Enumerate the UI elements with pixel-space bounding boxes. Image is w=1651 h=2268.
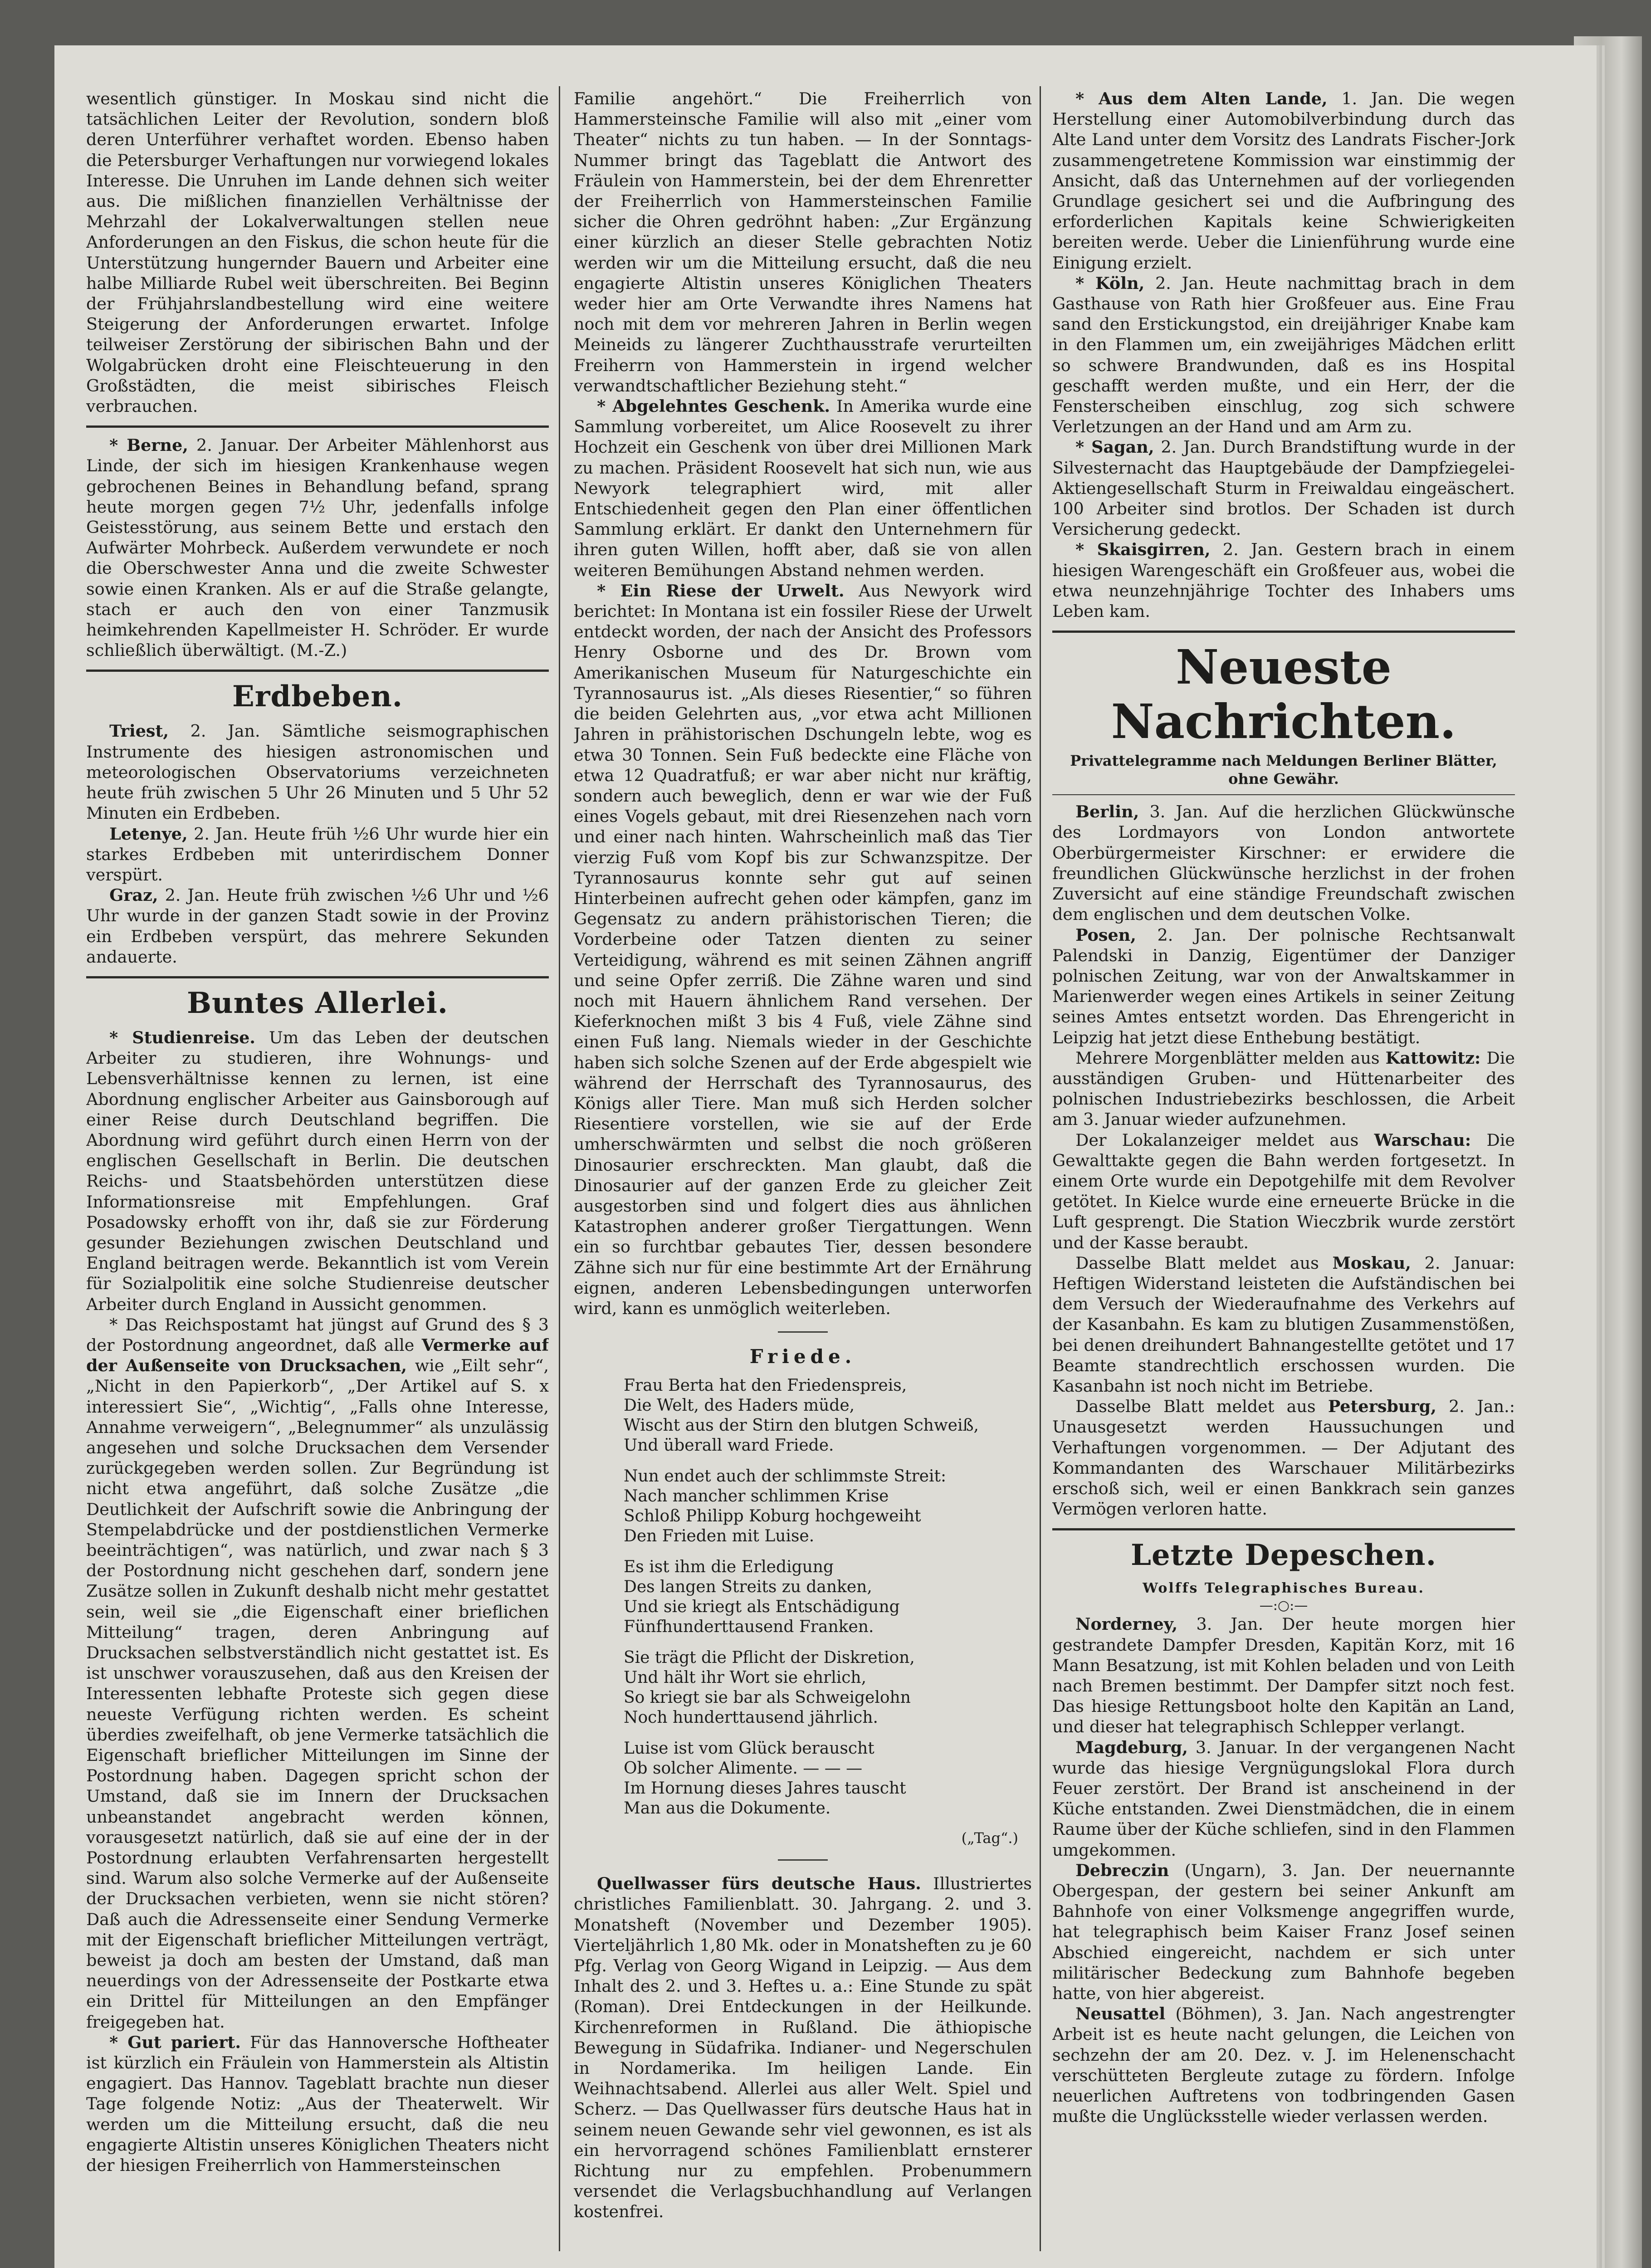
short-divider [778,1859,828,1861]
section-title-buntes-allerlei: Buntes Allerlei. [186,986,449,1020]
article-sagan: * Sagan, 2. Jan. Durch Brandstiftung wurde in der Silvesternacht das Hauptgebäude der Dampfziegelei-Aktiengesellschaft Sturm in Freiwaldau eingeäschert. 100 Arbeiter sind brotlos. Der Schaden ist durch Versicherung gedeckt. [1052,437,1515,539]
article-gut-pariert-continuation: Familie angehört.“ Die Freiherrlich von Hammersteinsche Familie will also mit „einer vom Theater“ nichts zu tun haben. — In der Sonntags-Nummer bringt das Tageblatt die Antwort des Fräulein von Hammerstein, bei der dem Ehrenretter der Freiherrlich von Hammersteinschen Familie sicher die Ohren gedröhnt haben: „Zur Ergänzung einer kürzlich an dieser Stelle gebrachten Notiz werden wir um die Mitteilung ersucht, daß die neu engagierte Altistin unseres Königlichen Theaters weder hier am Orte Verwandte ihres Namens hat noch mit dem vor mehreren Jahren in Berlin wegen Meineids zu längerer Zuchthausstrafe verurteilten Freiherrn von Hammerstein in irgend welcher verwandtschaftlicher Beziehung steht.“ [574,89,1032,396]
section-divider [86,425,549,428]
article-letenye: Letenye, 2. Jan. Heute früh ½6 Uhr wurde hier ein starkes Erdbeben mit unterirdischem Donner verspürt. [86,824,549,885]
poem-line: So kriegt sie bar als Schweigelohn [624,1688,911,1707]
column-2 [574,88,1032,2251]
article-drucksachen: * Das Reichspostamt hat jüngst auf Grund des § 3 der Postordnung angeordnet, daß alle Vermerke auf der Außenseite von Drucksachen, wie „Eilt sehr“, „Nicht in den Papierkorb“, „Der Artikel auf S. x interessiert Sie“, „Wichtig“, „Falls ohne Interesse, Annahme verweigern“, „Belegnummer“ als unzulässig angesehen und solche Drucksachen dem Versender zurückgegeben werden sollen. Zur Begründung ist nicht etwa angeführt, daß solche Zusätze „die Deutlichkeit der Aufschrift sowie die Anbringung der Stempelabdrücke und der postdienstlichen Vermerke beeinträchtigen“, was natürlich, und zwar nach § 3 der Postordnung nicht geschehen darf, sondern jene Zusätze sollen in Zukunft deshalb nicht mehr gestattet sein, weil sie „die Eigenschaft einer brieflichen Mitteilung“ tragen, deren Anbringung auf Drucksachen selbstverständlich nicht gestattet ist. Es ist unschwer vorauszusehen, daß aus den Kreisen der Interessenten lebhafte Proteste sich gegen diese neueste Verfügung richten werden. Es scheint überdies zweifelhaft, ob jene Vermerke tatsächlich die Eigenschaft brieflicher Mitteilungen im Sinne der Postordnung haben. Dagegen spricht schon der Umstand, daß sie im Innern der Drucksachen unbeanstandet angebracht werden können, vorausgesetzt natürlich, daß sie auf eine der in der Postordnung erlaubten Verfahrensarten hergestellt sind. Warum also solche Vermerke auf der Außenseite der Drucksachen verbieten, wenn sie nicht stören? Daß auch die Adressenseite einer Sendung Vermerke mit der Eigenschaft brieflicher Mitteilungen verträgt, beweist ja doch am besten der Umstand, daß man neuerdings von der Adressenseite der Postkarte etwa ein Drittel für Mitteilungen an den Empfänger freigegeben hat. [86,1315,549,2032]
poem-stanza [624,1376,1032,1456]
article-neusattel: Neusattel (Böhmen), 3. Jan. Nach angestrengter Arbeit ist es heute nacht gelungen, die Leichen von sechzehn der am 20. Dez. v. J. im Helenenschacht verschütteten Bergleute zutage zu fördern. Infolge neuerlichen Auftretens von todbringenden Gasen mußte die Unglücksstelle wieder verlassen werden. [1052,2004,1515,2126]
article-alten-lande: * Aus dem Alten Lande, 1. Jan. Die wegen Herstellung einer Automobilverbindung durch das Alte Land unter dem Vorsitz des Landrats Fischer-Jork zusammengetretene Kommission war einstimmig der Ansicht, daß das Unternehmen auf der vorliegenden Grundlage gesichert sei und die Aufbringung des erforderlichen Kapitals keine Schwierigkeiten bereiten werde. Ueber die Linienführung wurde eine Einigung erzielt. [1052,89,1515,273]
poem-line: Es ist ihm die Erledigung [624,1558,834,1577]
article-graz: Graz, 2. Jan. Heute früh zwischen ½6 Uhr und ½6 Uhr wurde in der ganzen Stadt sowie in der Provinz ein Erdbeben verspürt, das mehrere Sekunden andauerte. [86,885,549,967]
article-norderney: Norderney, 3. Jan. Der heute morgen hier gestrandete Dampfer Dresden, Kapitän Korz, mit 16 Mann Besatzung, ist mit Kohlen beladen und von Leith nach Bremen bestimmt. Der Dampfer sitzt noch fest. Das hiesige Rettungsboot holte den Kapitän an Land, und dieser hat telegraphisch Schlepper verlangt. [1052,1614,1515,1737]
poem-friede [624,1376,1032,1818]
poem-line: Frau Berta hat den Friedenspreis, [624,1376,907,1395]
section-divider [1052,631,1515,633]
poem-line: Nach mancher schlimmen Krise [624,1487,889,1506]
column-1 [86,88,549,2251]
poem-line: Die Welt, des Haders müde, [624,1396,855,1415]
poem-title: Friede. [749,1345,856,1368]
poem-line: Des langen Streits zu danken, [624,1578,872,1597]
section-title-neueste-nachrichten: Neueste Nachrichten. [1111,639,1456,750]
russia-article-continuation: wesentlich günstiger. In Moskau sind nicht die tatsächlichen Leiter der Revolution, sondern bloß deren Unterführer verhaftet worden. Ebenso haben die Petersburger Verhaftungen nur vorwiegend lokales Interesse. Die Unruhen im Lande dehnen sich weiter aus. Die mißlichen finanziellen Verhältnisse der Mehrzahl der Lokalverwaltungen stellen neue Anforderungen an den Fiskus, die schon heute für die Unterstützung hungernder Bauern und Arbeiter eine halbe Milliarde Rubel weit überschreiten. Bei Beginn der Frühjahrslandbestellung wird eine weitere Steigerung der Anforderungen erwartet. Infolge teilweiser Zerstörung der sibirischen Bahn und der Wolgabrücken droht eine Fleischteuerung in den Großstädten, die meist sibirisches Fleisch verbrauchen. [86,89,549,416]
section-divider [86,976,549,978]
poem-line: Noch hunderttausend jährlich. [624,1708,878,1727]
article-abgelehntes-geschenk: * Abgelehntes Geschenk. In Amerika wurde eine Sammlung vorbereitet, um Alice Roosevelt zu ihrer Hochzeit ein Geschenk von über drei Millionen Mark zu machen. Präsident Roosevelt hat sich nun, wie aus Newyork telegraphiert wird, mit aller Entschiedenheit gegen den Plan einer öffentlichen Sammlung erklärt. Er dankt den Unternehmern für ihren guten Willen, hofft aber, daß sie von allen weiteren Bemühungen Abstand nehmen werden. [574,396,1032,580]
poem-line: Luise ist vom Glück berauscht [624,1739,874,1758]
poem-line: Und hält ihr Wort sie ehrlich, [624,1668,867,1687]
article-posen: Posen, 2. Jan. Der polnische Rechtsanwalt Palendski in Danzig, Eigentümer der Danziger polnischen Zeitung, war von der Anwaltskammer in Marienwerder wegen eines Artikels in seiner Zeitung seines Amtes entsetzt worden. Das Ehrengericht in Leipzig hat jetzt diese Enthebung bestätigt. [1052,925,1515,1047]
article-studienreise: * Studienreise. Um das Leben der deutschen Arbeiter zu studieren, ihre Wohnungs- und Lebensverhältnisse kennen zu lernen, ist eine Abordnung englischer Arbeiter aus Gainsborough auf einer Reise durch Deutschland begriffen. Die Abordnung wird geführt durch einen Herrn von der englischen Gesellschaft in Berlin. Die deutschen Reichs- und Staatsbehörden unterstützen diese Informationsreise mit Empfehlungen. Graf Posadowsky erhofft von ihr, daß sie zur Förderung gesunder Beziehungen zwischen Deutschland und England beitragen werde. Bekanntlich ist vom Verein für Sozialpolitik eine solche Studienreise deutscher Arbeiter durch England in Aussicht genommen. [86,1027,549,1314]
article-berne-head: * Berne, [109,435,189,455]
section-divider [1052,1528,1515,1530]
review-quellwasser: Quellwasser fürs deutsche Haus. Illustriertes christliches Familienblatt. 30. Jahrgang. 2. und 3. Monatsheft (November und Dezember 1905). Vierteljährlich 1,80 Mk. oder in Monatsheften zu je 60 Pfg. Verlag von Georg Wigand in Leipzig. — Aus dem Inhalt des 2. und 3. Heftes u. a.: Eine Stunde zu spät (Roman). Drei Entdeckungen in der Heilkunde. Kirchenreformen in Rußland. Die äthiopische Bewegung in Südafrika. Indianer- und Negerschulen in Nordamerika. Im heiligen Lande. Ein Weihnachtsabend. Allerlei aus aller Welt. Spiel und Scherz. — Das Quellwasser fürs deutsche Haus hat in seinem neuen Gewande sehr viel gewonnen, es ist als ein hervorragend schönes Familienblatt ernsterer Richtung nur zu empfehlen. Probenummern versendet die Verlagsbuchhandlung auf Verlangen kostenfrei. [574,1874,1032,2222]
article-triest: Triest, 2. Jan. Sämtliche seismographischen Instrumente des hiesigen astronomischen und meteorologischen Observatoriums verzeichneten heute früh zwischen 5 Uhr 26 Minuten und 5 Uhr 52 Minuten ein Erdbeben. [86,721,549,823]
poem-stanza [624,1466,1032,1546]
poem-stanza [624,1557,1032,1637]
section-title-erdbeben: Erdbeben. [232,679,403,714]
poem-line: Und überall ward Friede. [624,1436,834,1455]
article-petersburg: Dasselbe Blatt meldet aus Petersburg, 2. Jan.: Unausgesetzt werden Haussuchungen und Verhaftungen vorgenommen. — Der Adjutant des Kommandanten des Warschauer Militärbezirks erschoß sich, weil er einen Bankkrach sein ganzes Vermögen verloren hatte. [1052,1397,1515,1519]
article-debreczin: Debreczin (Ungarn), 3. Jan. Der neuernannte Obergespan, der gestern bei seiner Ankunft am Bahnhofe von einer Volksmenge angegriffen wurde, hat telegraphisch beim Kaiser Franz Josef seinen Abschied eingereicht, nachdem er sich unter militärischer Bedeckung zum Bahnhofe begeben hatte, von hier abgereist. [1052,1860,1515,2004]
poem-line: Man aus die Dokumente. [624,1799,831,1818]
article-berne: * Berne, 2. Januar. Der Arbeiter Mählenhorst aus Linde, der sich im hiesigen Krankenhause wegen gebrochenen Beines in Behandlung befand, sprang heute morgen gegen 7½ Uhr, jedenfalls infolge Geistesstörung, aus seinem Bette und erstach den Aufwärter Mohrbeck. Außerdem verwundete er noch die Oberschwester Anna und die zweite Schwester sowie einen Kranken. Als er auf die Straße gelangte, stach er auch den von einer Tanzmusik heimkehrenden Kapellmeister H. Schröder. Er wurde schließlich überwältigt. (M.-Z.) [86,435,549,660]
column-3 [1052,88,1515,2251]
poem-stanza [624,1739,1032,1818]
poem-line: Nun endet auch der schlimmste Streit: [624,1467,947,1486]
article-magdeburg: Magdeburg, 3. Januar. In der vergangenen Nacht wurde das hiesige Vergnügungslokal Flora durch Feuer zerstört. Der Brand ist anscheinend in der Küche entstanden. Zwei Dienstmädchen, die in einem Raume über der Küche schliefen, sind in den Flammen umgekommen. [1052,1737,1515,1860]
poem-source: („Tag“.) [961,1829,1018,1847]
article-kattowitz: Mehrere Morgenblätter melden aus Kattowitz: Die ausständigen Gruben- und Hüttenarbeiter des polnischen Industriebezirks beschlossen, die Arbeit am 3. Januar wieder aufzunehmen. [1052,1048,1515,1129]
column-rule-1 [559,86,560,2251]
poem-stanza [624,1648,1032,1728]
poem-line: Wischt aus der Stirn den blutgen Schweiß, [624,1416,979,1435]
column-rule-2 [1040,86,1041,2251]
article-skaisgirren: * Skaisgirren, 2. Jan. Gestern brach in einem hiesigen Warengeschäft ein Großfeuer aus, wobei die etwa neunzehnjährige Tochter des Inhabers ums Leben kam. [1052,540,1515,621]
poem-line: Fünfhunderttausend Franken. [624,1618,874,1637]
poem-line: Im Hornung dieses Jahres tauscht [624,1779,906,1798]
section-title-letzte-depeschen: Letzte Depeschen. [1131,1538,1436,1573]
poem-line: Sie trägt die Pflicht der Diskretion, [624,1648,915,1667]
poem-line: Den Frieden mit Luise. [624,1527,815,1546]
article-gut-pariert: * Gut pariert. Für das Hannoversche Hoftheater ist kürzlich ein Fräulein von Hammerstein als Altistin engagiert. Das Hannov. Tageblatt brachte nun dieser Tage folgende Notiz: „Aus der Theaterwelt. Wir werden um die Mitteilung ersucht, daß die neu engagierte Altistin unseres Königlichen Theaters nicht der hiesigen Freiherrlich von Hammersteinschen [86,2032,549,2175]
article-koeln: * Köln, 2. Jan. Heute nachmittag brach in dem Gasthause von Rath hier Großfeuer aus. Eine Frau sand den Erstickungstod, ein dreijähriger Knabe kam in den Flammen um, ein zweijähriges Mädchen erlitt so schwere Brandwunden, daß es ins Hospital geschafft werden mußte, und ein Herr, der die Fensterscheiben einschlug, zog sich schwere Verletzungen an der Hand und am Arm zu. [1052,273,1515,437]
short-divider [778,1331,828,1333]
article-berlin: Berlin, 3. Jan. Auf die herzlichen Glückwünsche des Lordmayors von London antwortete Oberbürgermeister Kirschner: er erwidere die freundlichen Glückwünsche herzlichst in der frohen Zuversicht auf eine ständige Freundschaft zwischen dem englischen und dem deutschen Volke. [1052,802,1515,924]
section-subtitle-wolffs: Wolffs Telegraphisches Bureau. [1143,1580,1425,1597]
thin-divider [1052,794,1515,795]
poem-line: Und sie kriegt als Entschädigung [624,1598,900,1617]
section-subtitle-privattelegramme: Privattelegramme nach Meldungen Berliner Blätter, ohne Gewähr. [1070,752,1497,788]
section-divider [86,670,549,672]
poem-line: Schloß Philipp Koburg hochgeweiht [624,1507,921,1526]
ornament: —:○:— [1259,1598,1308,1614]
article-riese-der-urwelt: * Ein Riese der Urwelt. Aus Newyork wird berichtet: In Montana ist ein fossiler Riese der Urwelt entdeckt worden, der nach der Ansicht des Professors Henry Osborne und des Dr. Brown vom Amerikanischen Museum für Naturgeschichte ein Tyrannosaurus ist. „Als dieses Riesentier,“ so führen die beiden Gelehrten aus, „vor etwa acht Millionen Jahren in prähistorischen Dschungeln lebte, wog es etwa 30 Tonnen. Sein Fuß bedeckte eine Fläche von etwa 12 Quadratfuß; er war aber nicht nur kräftig, sondern auch beweglich, denn er war wie der Fuß eines Vogels gebaut, mit drei Riesenzehen nach vorn und einer nach hinten. Wahrscheinlich maß das Tier vierzig Fuß vom Kopf bis zur Schwanzspitze. Der Tyrannosaurus konnte sehr gut auf seinen Hinterbeinen aufrecht gehen oder kämpfen, ganz im Gegensatz zu andern prähistorischen Tieren; die Vorderbeine oder Tatzen dienten zu seiner Verteidigung, während es mit seinen Zähnen angriff und seine Opfer zerriß. Die Zähne waren und sind noch mit Hauern ähnlichem Rand versehen. Der Kieferknochen mißt 3 bis 4 Fuß, viele Zähne sind einen Fuß lang. Niemals wieder in der Geschichte haben sich solche Szenen auf der Erde abgespielt wie während der Herrschaft des Tyrannosaurus, des Königs aller Tiere. Man muß sich Herden solcher Riesentiere vorstellen, wie sie auf der Erde umherschwärmten und selbst die noch größeren Dinosaurier erschreckten. Man glaubt, daß die Dinosaurier auf der ganzen Erde zu gleicher Zeit ausgestorben sind und folgert dies aus ähnlichen Katastrophen anderer großer Tiergattungen. Wenn ein so furchtbar gebautes Tier, dessen besondere Zähne sich nur für eine bestimmte Art der Ernährung eignen, anderen Lebensbedingungen unterworfen wird, kann es unmöglich weiterleben. [574,581,1032,1318]
poem-line: Ob solcher Alimente. — — — [624,1759,863,1778]
article-moskau: Dasselbe Blatt meldet aus Moskau, 2. Januar: Heftigen Widerstand leisteten die Aufständischen bei dem Versuch der Wiederaufnahme des Verkehrs auf der Kasanbahn. Es kam zu blutigen Zusammenstößen, bei denen dreihundert Bahnangestellte getötet und 17 Beamte standrechtlich erschossen wurden. Die Kasanbahn ist noch nicht im Betriebe. [1052,1253,1515,1396]
article-warschau: Der Lokalanzeiger meldet aus Warschau: Die Gewalttakte gegen die Bahn werden fortgesetzt. In einem Orte wurde ein Depotgehilfe mit dem Revolver getötet. In Kielce wurde eine erneuerte Brücke in die Luft gesprengt. Die Station Wieczbrik wurde zerstört und der Kasse beraubt. [1052,1130,1515,1252]
